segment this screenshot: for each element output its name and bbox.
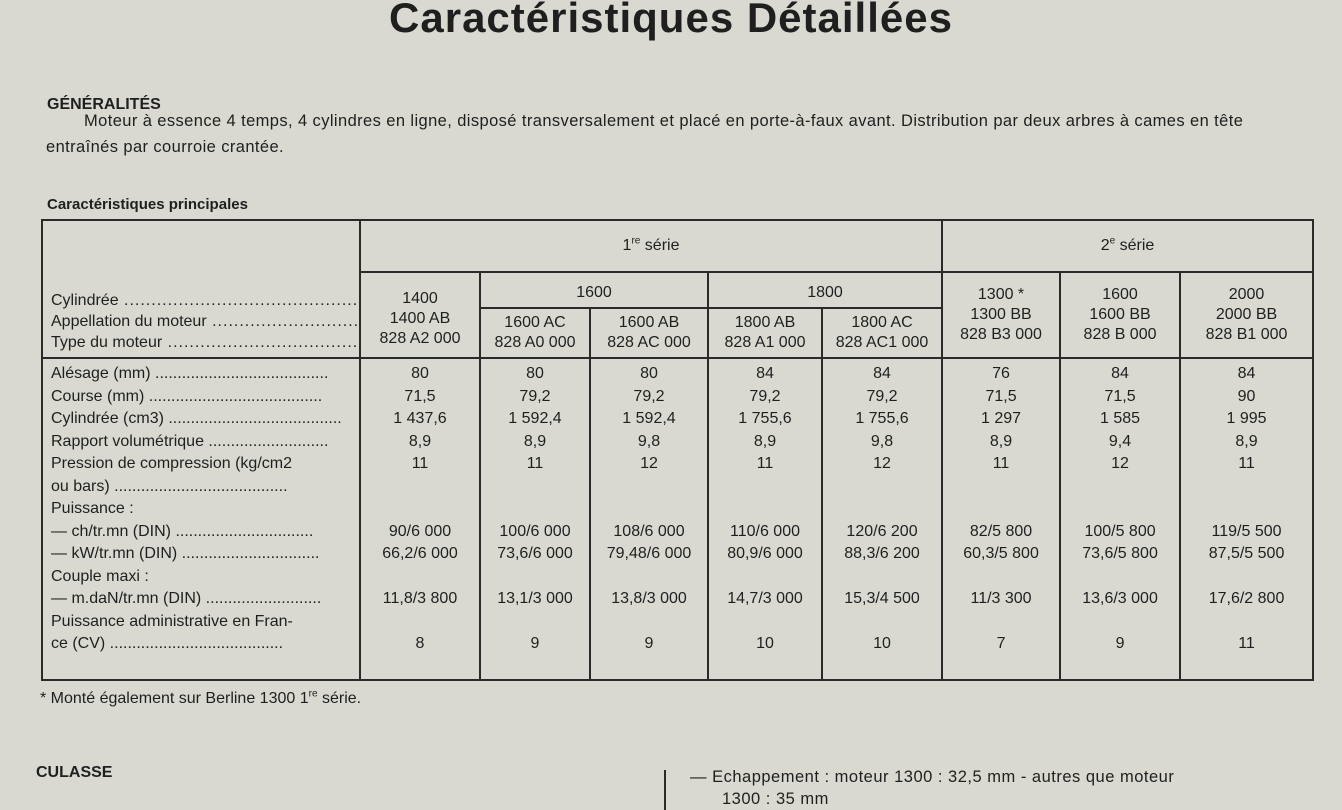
value-cell — [943, 566, 1059, 589]
value-cell: 9 — [644, 635, 654, 652]
value-cell: 79,2 — [749, 387, 781, 405]
value-cell: 8,9 — [753, 432, 777, 450]
table-body-row — [42, 358, 1313, 680]
value-cell: 71,5 — [1104, 387, 1136, 405]
value-cell: 108/6 000 — [613, 522, 685, 540]
series-1-header: 1re série — [360, 220, 942, 272]
echappement-line-1: — Echappement : moteur 1300 : 32,5 mm - autres que moteur — [690, 768, 1175, 786]
col-1600ab-header: 1600 AB 828 AC 000 — [590, 308, 708, 358]
value-cell: 79,2 — [633, 387, 665, 405]
row-label: Pression de compression (kg/cm2 — [51, 455, 292, 472]
series-2-header: 2e série — [942, 220, 1313, 272]
value-cell: 11,8/3 800 — [382, 590, 458, 607]
value-cell — [361, 476, 479, 499]
value-cell — [481, 476, 589, 499]
value-cell: 119/5 500 — [1211, 522, 1282, 540]
value-cell: 14,7/3 000 — [727, 590, 803, 607]
table-caption: Caractéristiques principales — [47, 196, 248, 213]
value-cell: 9,8 — [637, 432, 661, 450]
value-cell: 11 — [756, 455, 774, 472]
value-cell — [361, 498, 479, 521]
col-1400-header: 1400 1400 AB 828 A2 000 — [360, 272, 480, 358]
value-cell: 8,9 — [989, 432, 1013, 450]
value-cell — [1181, 498, 1312, 521]
value-cell — [823, 476, 941, 499]
row-label: — ch/tr.mn (DIN) ............................... — [51, 522, 314, 540]
value-cell: 9,8 — [870, 432, 894, 450]
value-cell: 1 585 — [1100, 410, 1141, 427]
label-type: Type du moteur ..... — [51, 332, 359, 353]
values-col-6 — [1060, 358, 1180, 680]
value-cell — [1061, 498, 1179, 521]
value-cell: 84 — [873, 365, 891, 382]
value-cell: 84 — [1111, 365, 1129, 382]
col-1600ac-header: 1600 AC 828 A0 000 — [480, 308, 590, 358]
value-cell: 15,3/4 500 — [844, 590, 920, 607]
value-cell: 17,6/2 800 — [1208, 590, 1285, 607]
value-cell: 8,9 — [408, 432, 432, 450]
value-cell: 100/5 800 — [1084, 522, 1156, 540]
specs-table-wrap — [41, 219, 1312, 684]
value-cell — [481, 566, 589, 589]
value-cell: 8,9 — [523, 432, 547, 450]
culasse-heading: CULASSE — [36, 764, 113, 781]
value-cell — [823, 498, 941, 521]
value-cell: 1 755,6 — [738, 410, 792, 427]
value-cell: 80 — [640, 365, 658, 382]
value-cell — [1181, 566, 1312, 589]
value-cell — [709, 476, 821, 499]
value-cell — [709, 498, 821, 521]
value-cell — [1061, 566, 1179, 589]
value-cell: 80,9/6 000 — [727, 545, 803, 562]
value-cell — [361, 566, 479, 589]
value-cell: 84 — [1237, 365, 1256, 382]
value-cell — [591, 611, 707, 634]
value-cell: 9 — [530, 635, 540, 652]
value-cell: 100/6 000 — [499, 522, 571, 540]
label-appellation: Appellation du moteur ..... — [51, 311, 359, 332]
value-cell — [1061, 476, 1179, 499]
value-cell: 80 — [526, 365, 544, 382]
row-label: — kW/tr.mn (DIN) ............................... — [51, 545, 320, 562]
value-cell — [709, 566, 821, 589]
value-cell: 11 — [1238, 455, 1255, 472]
value-cell: 9,4 — [1108, 432, 1132, 450]
value-cell: 1 995 — [1226, 410, 1267, 427]
value-cell — [943, 498, 1059, 521]
values-col-3 — [708, 358, 822, 680]
row-label: Cylindrée (cm3) ....................................... — [51, 410, 342, 427]
value-cell: 60,3/5 800 — [963, 545, 1039, 562]
value-cell: 90 — [1237, 387, 1256, 405]
value-cell: 11 — [992, 455, 1010, 472]
value-cell: 120/6 200 — [846, 522, 918, 540]
col-1800ac-header: 1800 AC 828 AC1 000 — [822, 308, 942, 358]
value-cell: 10 — [873, 635, 891, 652]
value-cell: 1 297 — [981, 410, 1022, 427]
value-cell: 9 — [1115, 635, 1125, 652]
label-cylindree: Cylindrée ..... — [51, 290, 359, 311]
echappement-line-2: 1300 : 35 mm — [722, 790, 829, 808]
value-cell: 87,5/5 500 — [1208, 545, 1285, 562]
value-cell: 84 — [756, 365, 774, 382]
value-cell: 110/6 000 — [730, 522, 800, 540]
value-cell — [943, 611, 1059, 634]
group-1600: 1600 — [480, 272, 708, 308]
value-cell: 80 — [411, 365, 429, 382]
value-cell: 8 — [415, 635, 425, 652]
col-1800ab-header: 1800 AB 828 A1 000 — [708, 308, 822, 358]
echappement-text — [690, 766, 1330, 810]
row-label: — m.daN/tr.mn (DIN) .......................... — [51, 590, 322, 607]
row-labels-cell — [42, 358, 360, 680]
values-col-0 — [360, 358, 480, 680]
row-label: Puissance administrative en Fran- — [51, 612, 293, 630]
col-1300-header: 1300 * 1300 BB 828 B3 000 — [942, 272, 1060, 358]
value-cell — [1061, 611, 1179, 634]
value-cell: 12 — [873, 455, 891, 472]
value-cell — [481, 498, 589, 521]
col-1600bb-header: 1600 1600 BB 828 B 000 — [1060, 272, 1180, 358]
value-cell: 12 — [640, 455, 658, 472]
value-cell: 13,6/3 000 — [1082, 590, 1158, 607]
values-col-1 — [480, 358, 590, 680]
value-cell: 13,1/3 000 — [497, 590, 573, 607]
column-divider — [664, 770, 666, 810]
value-cell: 79,2 — [519, 387, 551, 405]
value-cell: 1 592,4 — [622, 410, 676, 427]
value-cell: 11/3 300 — [970, 590, 1032, 607]
value-cell: 76 — [992, 365, 1010, 382]
row-label: ce (CV) ....................................... — [51, 635, 284, 652]
row-label: Course (mm) ....................................... — [51, 387, 323, 405]
value-cell: 79,48/6 000 — [606, 545, 692, 562]
value-cell — [361, 611, 479, 634]
value-cell: 66,2/6 000 — [382, 545, 458, 562]
row-label: Rapport volumétrique ........................... — [51, 432, 329, 450]
values-col-7 — [1180, 358, 1313, 680]
value-cell: 11 — [411, 455, 429, 472]
value-cell: 1 437,6 — [393, 410, 447, 427]
value-cell: 11 — [526, 455, 544, 472]
generalites-paragraph: Moteur à essence 4 temps, 4 cylindres en ligne, disposé transversalement et placé en porte-à-faux avant. Distribution par deux arbres à cames en tête entraînés par courroie crantée. — [46, 112, 1244, 156]
value-cell: 1 592,4 — [508, 410, 562, 427]
value-cell — [1181, 611, 1312, 634]
value-cell: 10 — [756, 635, 774, 652]
specs-table — [41, 219, 1314, 681]
value-cell: 8,9 — [1235, 432, 1258, 450]
value-cell — [591, 476, 707, 499]
value-cell — [481, 611, 589, 634]
value-cell: 7 — [996, 635, 1006, 652]
header-label-cell — [42, 220, 360, 358]
row-label: Alésage (mm) ....................................... — [51, 365, 329, 382]
value-cell — [591, 566, 707, 589]
value-cell — [591, 498, 707, 521]
footnote: * Monté également sur Berline 1300 1re série. — [40, 688, 362, 707]
value-cell — [943, 476, 1059, 499]
values-col-4 — [822, 358, 942, 680]
value-cell: 79,2 — [866, 387, 898, 405]
row-label: ou bars) ....................................... — [51, 477, 288, 495]
value-cell: 11 — [1238, 635, 1255, 652]
page-title: Caractéristiques Détaillées — [389, 0, 953, 41]
group-1800: 1800 — [708, 272, 942, 308]
value-cell — [823, 566, 941, 589]
value-cell — [823, 611, 941, 634]
value-cell: 82/5 800 — [969, 522, 1033, 540]
value-cell: 13,8/3 000 — [611, 590, 687, 607]
value-cell: 1 755,6 — [855, 410, 909, 427]
value-cell: 71,5 — [985, 387, 1017, 405]
row-label: Couple maxi : — [51, 567, 149, 585]
col-2000bb-header: 2000 2000 BB 828 B1 000 — [1180, 272, 1313, 358]
values-col-2 — [590, 358, 708, 680]
value-cell: 88,3/6 200 — [844, 545, 920, 562]
value-cell: 90/6 000 — [388, 522, 452, 540]
generalites-text — [46, 108, 1312, 160]
values-col-5 — [942, 358, 1060, 680]
value-cell: 73,6/5 800 — [1082, 545, 1158, 562]
value-cell: 71,5 — [404, 387, 436, 405]
value-cell: 73,6/6 000 — [497, 545, 573, 562]
row-label: Puissance : — [51, 500, 134, 517]
value-cell: 12 — [1111, 455, 1129, 472]
generalites-heading: GÉNÉRALITÉS — [47, 96, 161, 113]
value-cell — [1181, 476, 1312, 499]
value-cell — [709, 611, 821, 634]
